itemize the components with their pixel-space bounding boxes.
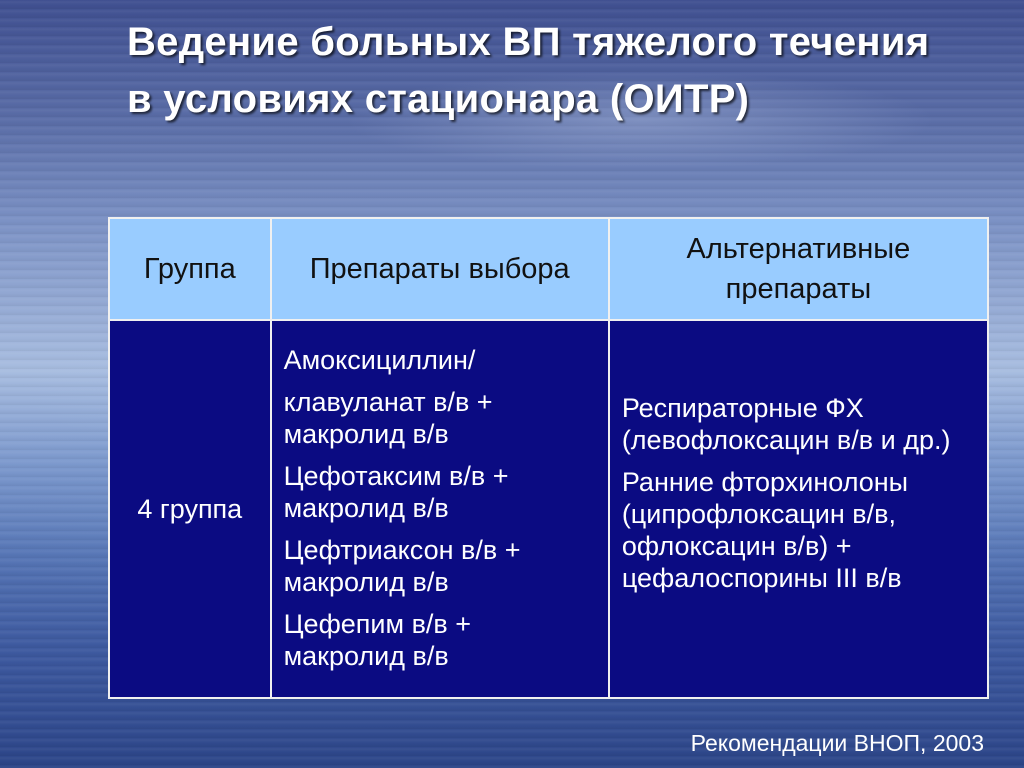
table-row	[109, 320, 988, 698]
header-group: Группа	[109, 218, 271, 320]
drug-item: клавуланат в/в + макролид в/в	[283, 387, 493, 449]
drug-item: Цефепим в/в + макролид в/в	[283, 609, 472, 671]
alternatives-cell	[609, 320, 988, 698]
header-alternatives: Альтернативные препараты	[609, 218, 988, 320]
drug-item: Цефотаксим в/в + макролид в/в	[283, 461, 509, 523]
header-drugs-of-choice: Препараты выбора	[271, 218, 609, 320]
drugs-of-choice-cell	[271, 320, 609, 698]
treatment-table	[108, 217, 989, 699]
source-citation: Рекомендации ВНОП, 2003	[690, 730, 984, 756]
slide-title: Ведение больных ВП тяжелого течения в условиях стационара (ОИТР)	[127, 20, 930, 121]
alternative-item: Ранние фторхинолоны (ципрофлоксацин в/в, офлоксацин в/в) + цефалоспорины III в/в	[621, 467, 909, 593]
drug-item: Амоксициллин/	[283, 345, 476, 375]
group-cell: 4 группа	[109, 320, 271, 698]
table-header-row	[109, 218, 988, 320]
alternative-item: Респираторные ФХ (левофлоксацин в/в и др.)	[621, 393, 951, 455]
drug-item: Цефтриаксон в/в + макролид в/в	[283, 535, 521, 597]
